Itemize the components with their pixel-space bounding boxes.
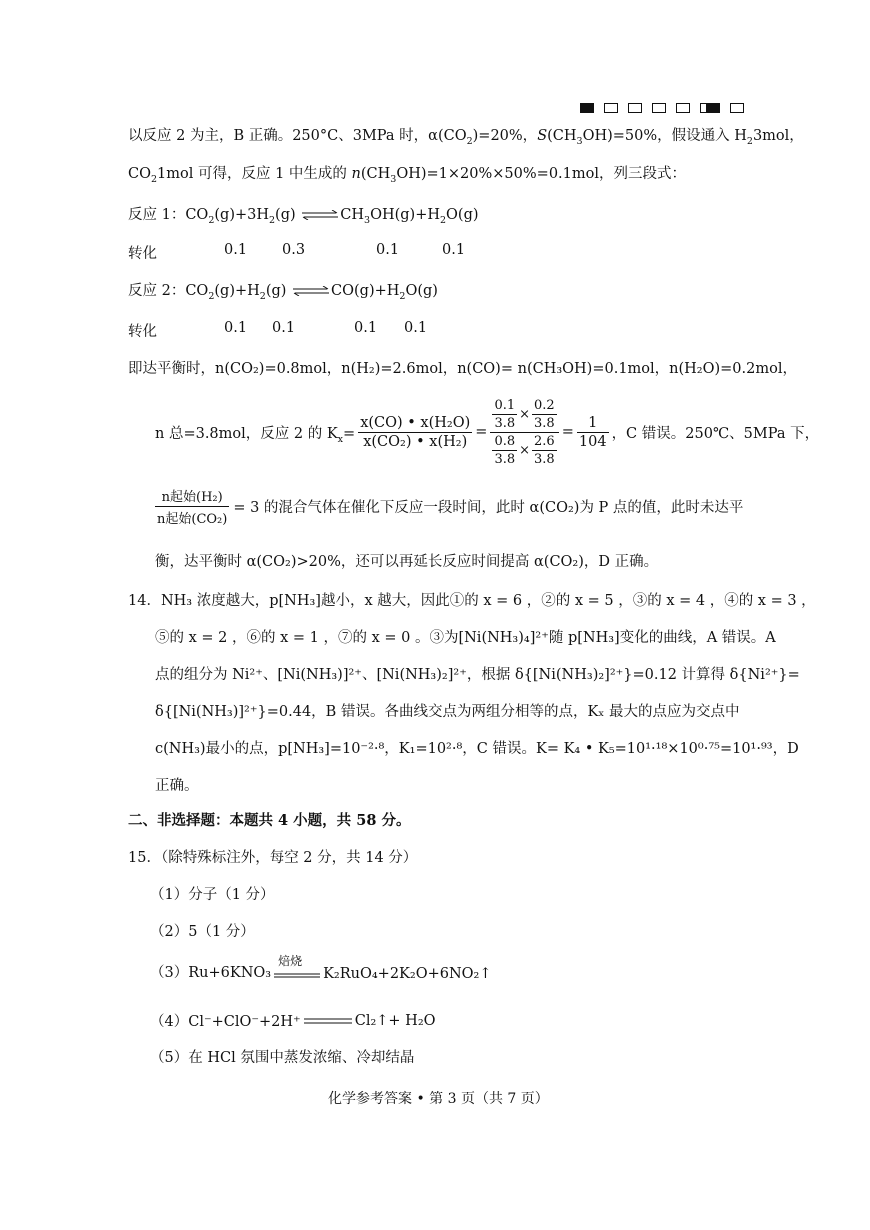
conversion-value: 0.3 (282, 242, 306, 258)
equilibrium-line: 即达平衡时，n(CO₂)=0.8mol，n(H₂)=2.6mol，n(CO)= n(CH₃OH)=0.1mol，n(H₂O)=0.2mol， (128, 361, 797, 377)
ratio-fraction: $\frac{\text{n起始(H₂)}}{\text{n起始(CO₂)}}$ (157, 490, 228, 527)
conversion-value: 0.1 (404, 320, 428, 336)
q15-answer-5: （5）在 HCl 氛围中蒸发浓缩、冷却结晶 (150, 1050, 415, 1066)
equilibrium-arrow-icon (293, 286, 329, 296)
q15-heading: 15．（除特殊标注外，每空 2 分，共 14 分） (128, 850, 418, 866)
conversion-value: 0.1 (354, 320, 378, 336)
conversion-value: 0.1 (376, 242, 400, 258)
kx-value-fraction: $\frac{0.1}{3.8}$ × $\frac{0.2}{3.8}$ $\frac{0.8}{3.8}$ × $\frac{2.6}{3.8}$ (490, 398, 558, 467)
reaction-2: 反应 2：$CO_2(g)+H_2(g)$ $CO(g)+H_2O(g)$ (128, 283, 438, 302)
q14-line: 点的组分为 Ni²⁺、[Ni(NH₃)]²⁺、[Ni(NH₃)₂]²⁺，根据 δ{[Ni(NH₃)₂]²⁺}=0.12 计算得 δ{Ni²⁺}= (155, 667, 800, 683)
q15-answer-3: （3）Ru+6KNO₃ 焙烧 K₂RuO₄+2K₂O+6NO₂↑ (150, 954, 492, 982)
para-end: 衡，达平衡时 α(CO₂)>20%，还可以再延长反应时间提高 α(CO₂)，D 正确。 (155, 554, 659, 570)
reaction-condition: 焙烧 (278, 954, 303, 968)
q14-line: δ{[Ni(NH₃)]²⁺}=0.44，B 错误。各曲线交点为两组分相等的点，Kₓ 最大的点应为交点中 (155, 704, 740, 720)
page-mark-box (676, 103, 690, 113)
page-mark-box (628, 103, 642, 113)
section-heading: 二、非选择题：本题共 4 小题，共 58 分。 (128, 812, 411, 829)
ratio-line: $\frac{\text{n起始(H₂)}}{\text{n起始(CO₂)}}$ = 3 的混合气体在催化下反应一段时间，此时 α(CO₂)为 P 点的值，此时未达平 (155, 486, 743, 527)
page-mark-box (604, 103, 618, 113)
page-footer: 化学参考答案 • 第 3 页（共 7 页） (328, 1091, 549, 1107)
page-mark-box (580, 103, 594, 113)
conversion-value: 0.1 (224, 242, 248, 258)
para1-line1: 以反应 2 为主，B 正确。250°C、3MPa 时，$\alpha(CO_2)=20\%$，$S(CH_3OH)=50\%$，假设通入 $H_23mol$， (128, 128, 804, 147)
q14-line: 正确。 (155, 778, 199, 794)
q15-answer-4: （4）Cl⁻+ClO⁻+2H⁺ Cl₂↑+ H₂O (150, 1012, 436, 1030)
kx-expression: n 总=3.8mol，反应 2 的 $K_x=$ $\frac{\text{x(CO) • x(H₂O)}}{\text{x(CO₂) • x(H₂)}}$ = $\frac{0.1}{3.8}$ × $\frac{0.2}{3.8}$ $\frac{0.8}{3.8}$ × $\frac{2.6}{3.8}$ = $\frac{1}{104}$ ，C 错误。250℃、5MPa 下， (155, 397, 820, 467)
conversion-value: 0.1 (272, 320, 296, 336)
page-mark-box (706, 103, 720, 113)
conversion-value: 0.1 (442, 242, 466, 258)
para1-line2: $CO_21mol$ 可得，反应 1 中生成的 $n(CH_3OH)=1\times 20\%\times 50\%=0.1mol$，列三段式： (128, 166, 686, 185)
page-mark-box (730, 103, 744, 113)
q14-line: c(NH₃)最小的点，p[NH₃]=10⁻²·⁸，K₁=10²·⁸，C 错误。K= K₄ • K₅=10¹·¹⁸×10⁰·⁷⁵=10¹·⁹³，D (155, 741, 799, 757)
equilibrium-arrow-icon (302, 210, 338, 220)
page-mark-box (652, 103, 666, 113)
conversion-label: 转化 (128, 246, 157, 262)
equals-sign-icon (304, 1017, 352, 1025)
reaction-1: 反应 1：$CO_2(g)+3H_2(g)$ $CH_3OH(g)+H_2O(g)$ (128, 207, 479, 226)
kx-definition-fraction: $\frac{\text{x(CO) • x(H₂O)}}{\text{x(CO₂) • x(H₂)}}$ (360, 414, 471, 450)
conversion-value: 0.1 (224, 320, 248, 336)
q14-line: ⑤的 x = 2 ，⑥的 x = 1 ，⑦的 x = 0 。③为[Ni(NH₃)₄]²⁺随 p[NH₃]变化的曲线，A 错误。A (155, 630, 776, 646)
q15-answer-1: （1）分子（1 分） (150, 887, 275, 903)
conversion-label: 转化 (128, 324, 157, 340)
q14-line: 14．NH₃ 浓度越大，p[NH₃]越小，x 越大，因此①的 x = 6 ，②的 x = 5 ，③的 x = 4 ，④的 x = 3 ， (128, 593, 816, 609)
q15-answer-2: （2）5（1 分） (150, 924, 255, 940)
